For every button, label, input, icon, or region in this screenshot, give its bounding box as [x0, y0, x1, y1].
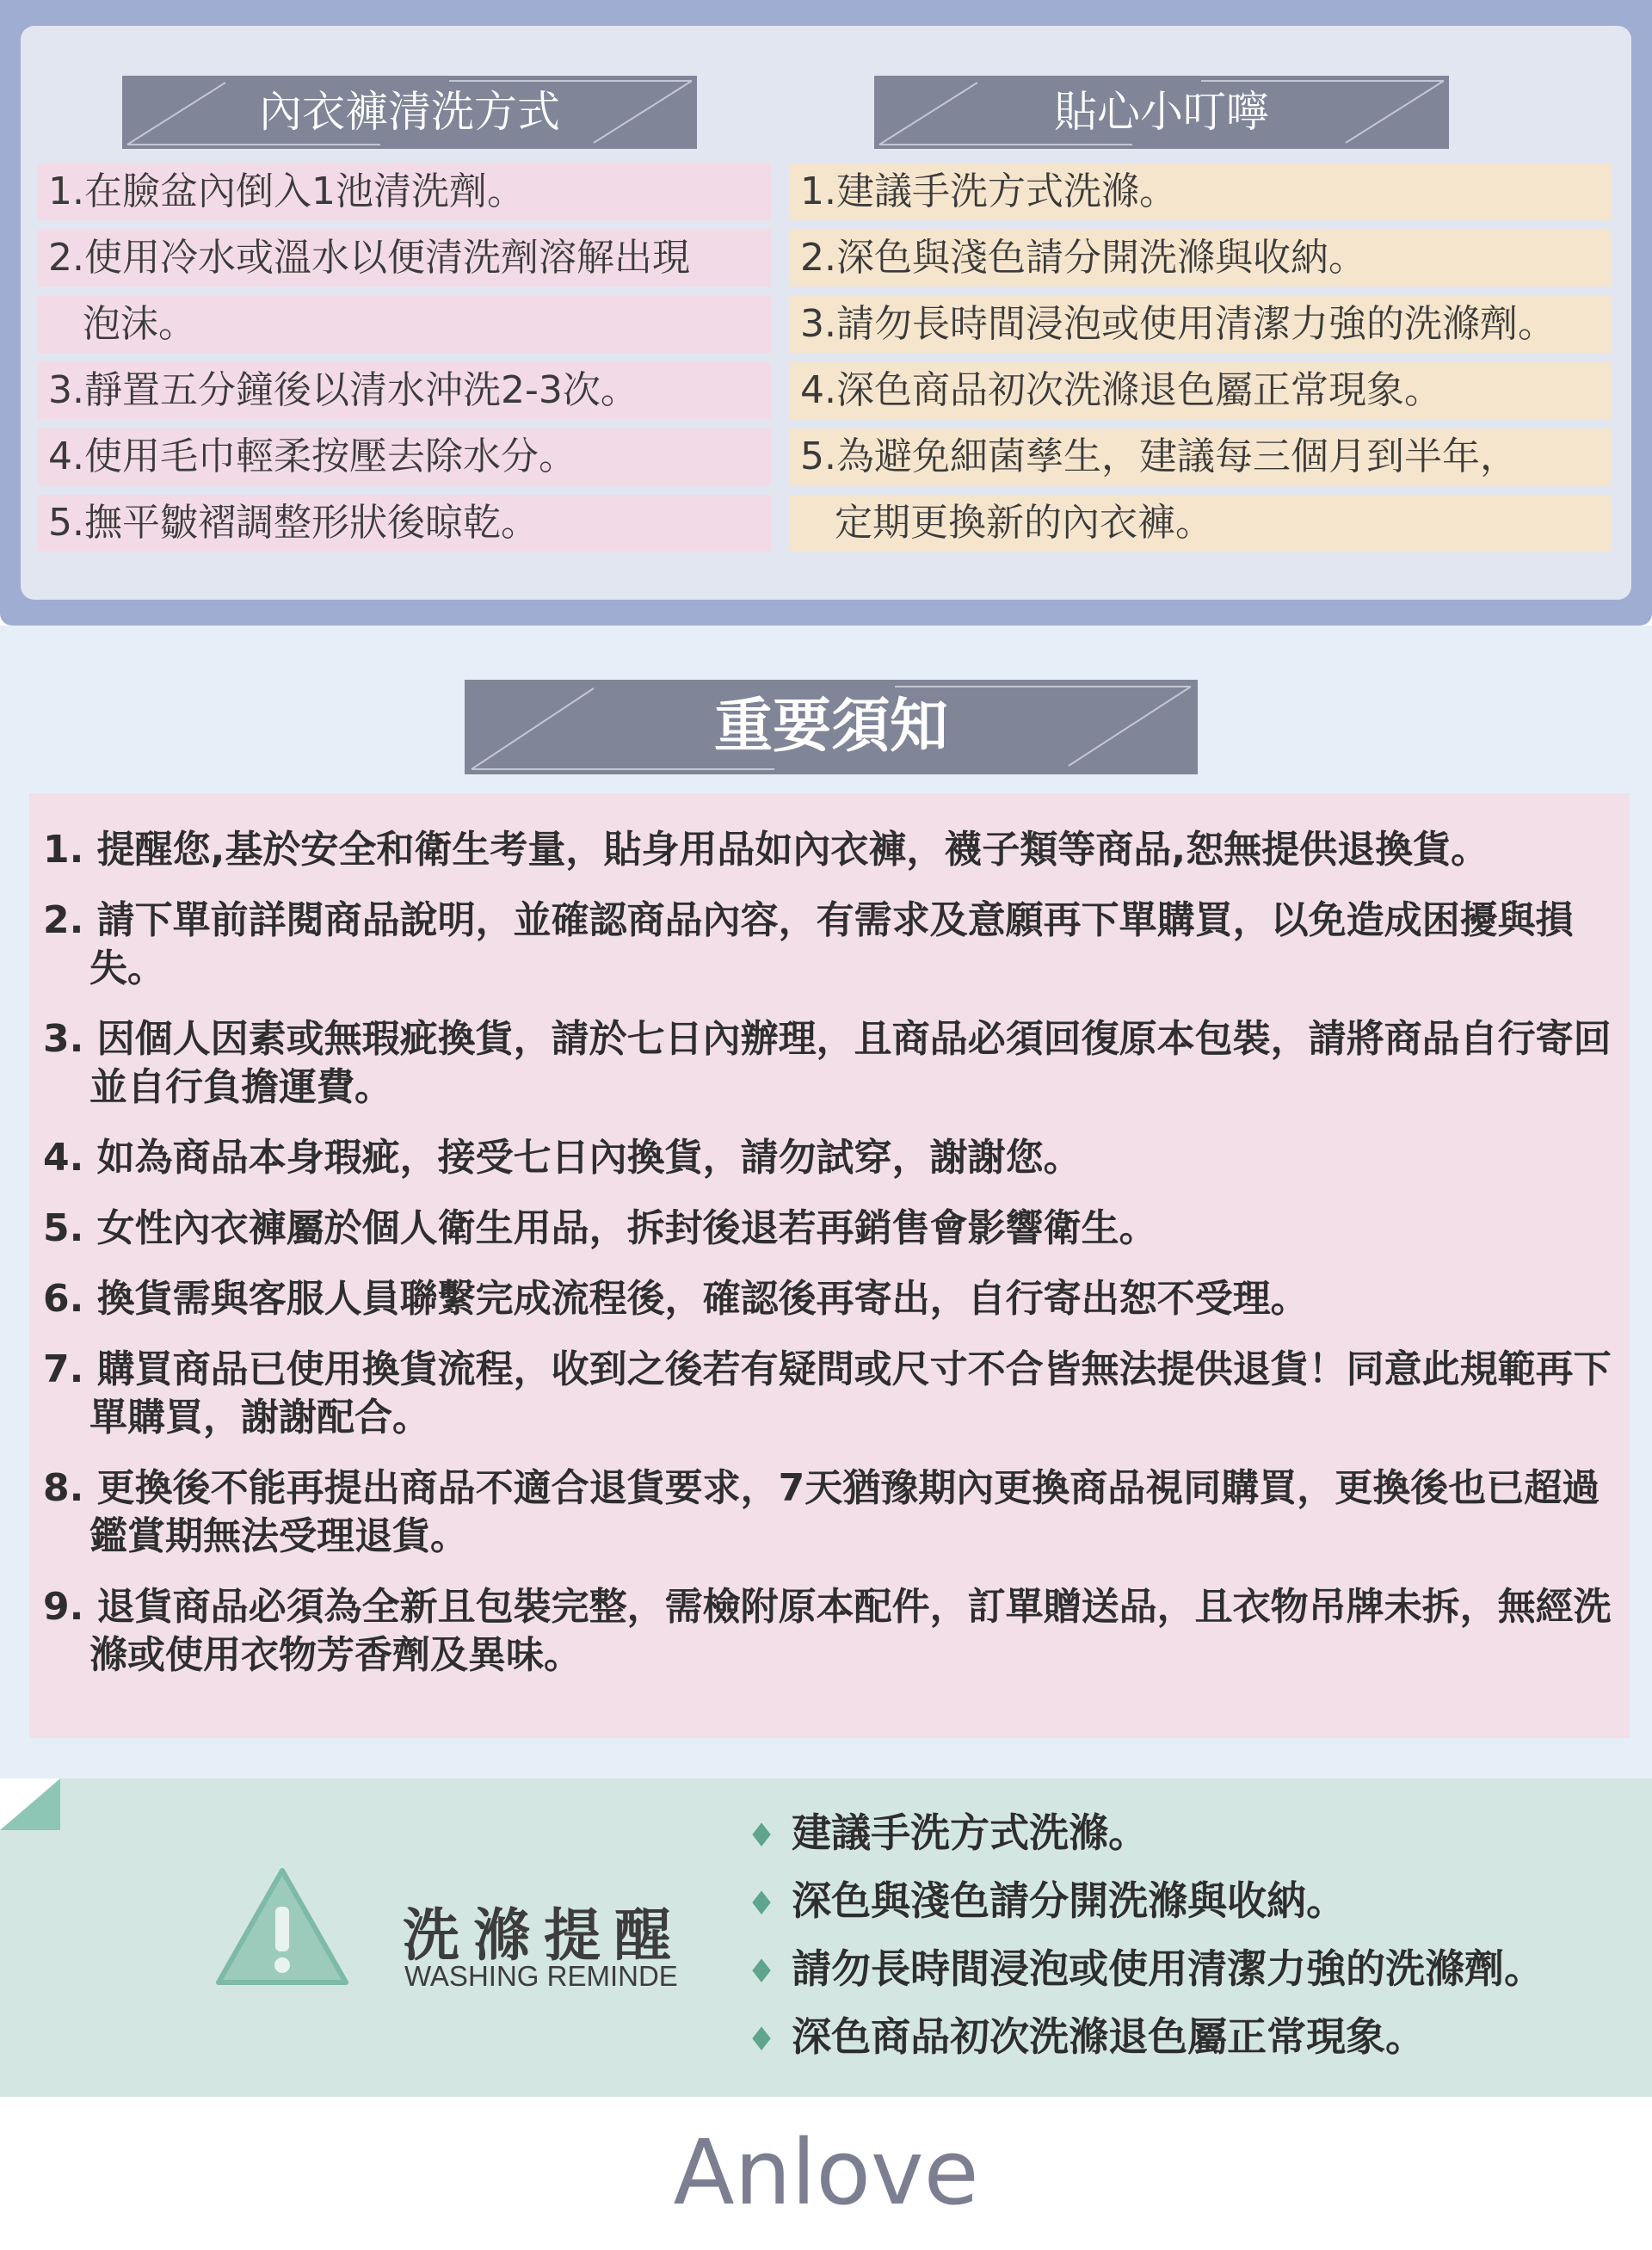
- diamond-bullet-icon: ♦: [747, 1952, 777, 1990]
- notice-item: 1. 提醒您,基於安全和衛生考量，貼身用品如內衣褲，襪子類等商品,恕無提供退換貨。: [43, 828, 1489, 872]
- washing-reminder-list: [747, 1800, 1544, 2072]
- tips-list: [790, 163, 1611, 561]
- washing-method-header: [122, 76, 697, 149]
- list-item-text: 深色與淺色請分開洗滌與收納。: [792, 1877, 1347, 1924]
- folded-corner-decoration: [0, 1778, 60, 1830]
- notice-item: 9. 退貨商品必須為全新且包裝完整，需檢附原本配件，訂單贈送品，且衣物吊牌未拆，無經洗滌或使用衣物芳香劑及異味。: [43, 1585, 1612, 1677]
- notice-item: 8. 更換後不能再提出商品不適合退貨要求，7天猶豫期內更換商品視同購買，更換後也已超過鑑賞期無法受理退貨。: [43, 1466, 1600, 1558]
- notice-item: 3. 因個人因素或無瑕疵換貨，請於七日內辦理，且商品必須回復原本包裝，請將商品自行寄回並自行負擔運費。: [43, 1017, 1612, 1109]
- list-item: 5.為避免細菌孳生，建議每三個月到半年，: [790, 428, 1611, 485]
- notice-item: 5. 女性內衣褲屬於個人衛生用品，拆封後退若再銷售會影響衛生。: [43, 1206, 1157, 1250]
- washing-method-title: 內衣褲清洗方式: [259, 87, 560, 137]
- list-item: 4.使用毛巾輕柔按壓去除水分。: [38, 428, 771, 485]
- list-item: 2.深色與淺色請分開洗滌與收納。: [790, 230, 1611, 287]
- list-item: [747, 1868, 1544, 1936]
- tips-header: [874, 76, 1449, 149]
- list-item-text: 建議手洗方式洗滌。: [792, 1809, 1149, 1856]
- warning-icon: [213, 1865, 351, 1988]
- list-item: 定期更換新的內衣褲。: [790, 495, 1611, 552]
- list-item: 3.請勿長時間浸泡或使用清潔力強的洗滌劑。: [790, 296, 1611, 353]
- notice-item: 2. 請下單前詳閱商品說明，並確認商品內容，有需求及意願再下單購買，以免造成困擾與損失。: [43, 898, 1574, 990]
- washing-reminder-subtitle: WASHING REMINDE: [404, 1960, 678, 1992]
- notice-item: 6. 換貨需與客服人員聯繫完成流程後，確認後再寄出，自行寄出恕不受理。: [43, 1277, 1309, 1321]
- washing-reminder-title: 洗滌提醒: [403, 1902, 685, 1969]
- brand-logo: Anlove: [673, 2120, 979, 2225]
- list-item: 3.靜置五分鐘後以清水沖洗2-3次。: [38, 362, 771, 419]
- list-item: 4.深色商品初次洗滌退色屬正常現象。: [790, 362, 1611, 419]
- list-item: 泡沫。: [38, 296, 771, 353]
- list-item: 1.在臉盆內倒入1池清洗劑。: [38, 163, 771, 220]
- list-item-text: 深色商品初次洗滌退色屬正常現象。: [792, 2013, 1426, 2060]
- notice-item: 7. 購買商品已使用換貨流程，收到之後若有疑問或尺寸不合皆無法提供退貨！同意此規範再下單購買，謝謝配合。: [43, 1347, 1612, 1439]
- list-item: [747, 1936, 1544, 2004]
- list-item: 1.建議手洗方式洗滌。: [790, 163, 1611, 220]
- diamond-bullet-icon: ♦: [747, 1884, 777, 1922]
- diamond-bullet-icon: ♦: [747, 1816, 777, 1854]
- notice-header: [465, 680, 1198, 774]
- list-item: 5.撫平皺褶調整形狀後晾乾。: [38, 495, 771, 552]
- tips-title: 貼心小叮嚀: [1054, 87, 1269, 137]
- notice-item: 4. 如為商品本身瑕疵，接受七日內換貨，請勿試穿，謝謝您。: [43, 1136, 1082, 1180]
- list-item: 2.使用冷水或溫水以便清洗劑溶解出現: [38, 230, 771, 287]
- notice-list: [43, 826, 1618, 1702]
- notice-box: [29, 793, 1630, 1738]
- list-item: [747, 2004, 1544, 2072]
- list-item: [747, 1800, 1544, 1868]
- washing-method-list: [38, 163, 771, 561]
- notice-title: 重要須知: [713, 693, 948, 761]
- list-item-text: 請勿長時間浸泡或使用清潔力強的洗滌劑。: [792, 1945, 1544, 1992]
- diamond-bullet-icon: ♦: [747, 2020, 777, 2058]
